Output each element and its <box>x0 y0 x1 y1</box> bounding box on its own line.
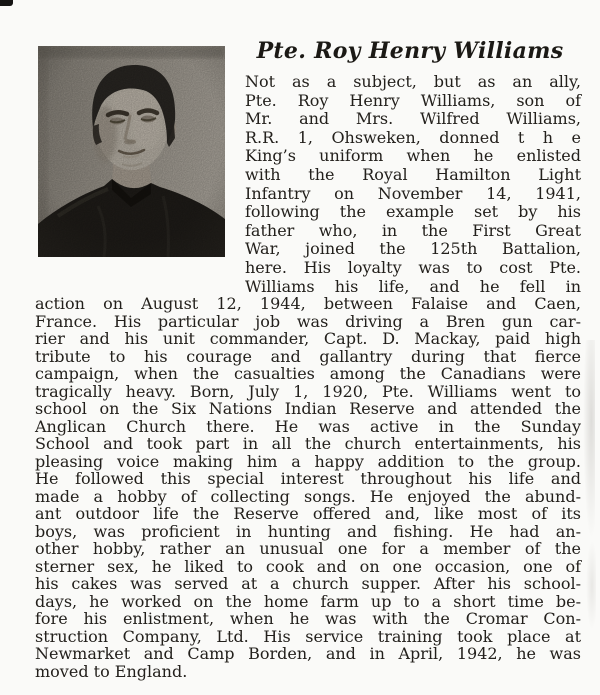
text-line: tribute to his courage and gallantry during that fierce <box>35 346 581 366</box>
biography-intro-text <box>245 73 581 296</box>
text-line: following the example set by his <box>245 202 581 222</box>
text-line: school on the Six Nations Indian Reserve and attended the <box>35 399 581 418</box>
text-line: ant outdoor life the Reserve offered and, like most of its <box>35 504 581 523</box>
text-line: moved to England. <box>35 661 188 681</box>
text-line: days, he worked on the home farm up to a short time be- <box>35 591 581 611</box>
text-line: Williams his life, and he fell in <box>245 276 581 296</box>
biography-body-text <box>35 295 581 680</box>
text-line: Newmarket and Camp Borden, and in April, 1942, he was <box>35 644 581 663</box>
text-line: Mr. and Mrs. Wilfred Williams, <box>245 109 581 129</box>
text-line: pleasing voice making him a happy addition to the group. <box>35 451 581 471</box>
text-line: boys, was proficient in hunting and fishing. He had an- <box>35 521 581 541</box>
text-line: rier and his unit commander, Capt. D. Mackay, paid high <box>35 329 581 348</box>
text-line: father who, in the First Great <box>245 220 581 240</box>
text-line: War, joined the 125th Battalion, <box>245 239 581 259</box>
scan-smudge <box>583 340 595 540</box>
text-line: Not as a subject, but as an ally, <box>245 72 581 91</box>
text-line: fore his enlistment, when he was with the Cromar Con- <box>35 609 581 628</box>
scan-artifact-mark <box>0 0 13 6</box>
text-line: Pte. Roy Henry Williams, son of <box>245 90 581 110</box>
text-line: He followed this special interest throughout his life and <box>35 469 581 488</box>
text-line: King’s uniform when he enlisted <box>245 146 581 166</box>
portrait-photo <box>38 46 225 257</box>
text-line: sterner sex, he liked to cook and on one occasion, one of <box>35 556 581 576</box>
text-line: his cakes was served at a church supper. After his school- <box>35 574 581 593</box>
text-line: action on August 12, 1944, between Falaise and Caen, <box>35 294 581 313</box>
text-line: School and took part in all the church entertainments, his <box>35 434 581 453</box>
soldier-portrait-graphic <box>38 46 225 257</box>
text-line: made a hobby of collecting songs. He enjoyed the abund- <box>35 486 581 506</box>
text-line: Infantry on November 14, 1941, <box>245 183 581 203</box>
text-line: R.R. 1, Ohsweken, donned t h e <box>245 127 581 147</box>
scan-smudge <box>586 540 596 630</box>
text-line: tragically heavy. Born, July 1, 1920, Pte. Williams went to <box>35 381 581 401</box>
text-line: France. His particular job was driving a Bren gun car- <box>35 311 581 331</box>
article-title: Pte. Roy Henry Williams <box>256 38 564 64</box>
text-line: struction Company, Ltd. His service training took place at <box>35 626 581 646</box>
text-line: here. His loyalty was to cost Pte. <box>245 257 581 277</box>
text-line: Anglican Church there. He was active in the Sunday <box>35 416 581 436</box>
text-line: campaign, when the casualties among the Canadians were <box>35 364 581 383</box>
text-line: with the Royal Hamilton Light <box>245 164 581 184</box>
text-line: other hobby, rather an unusual one for a member of the <box>35 539 581 558</box>
